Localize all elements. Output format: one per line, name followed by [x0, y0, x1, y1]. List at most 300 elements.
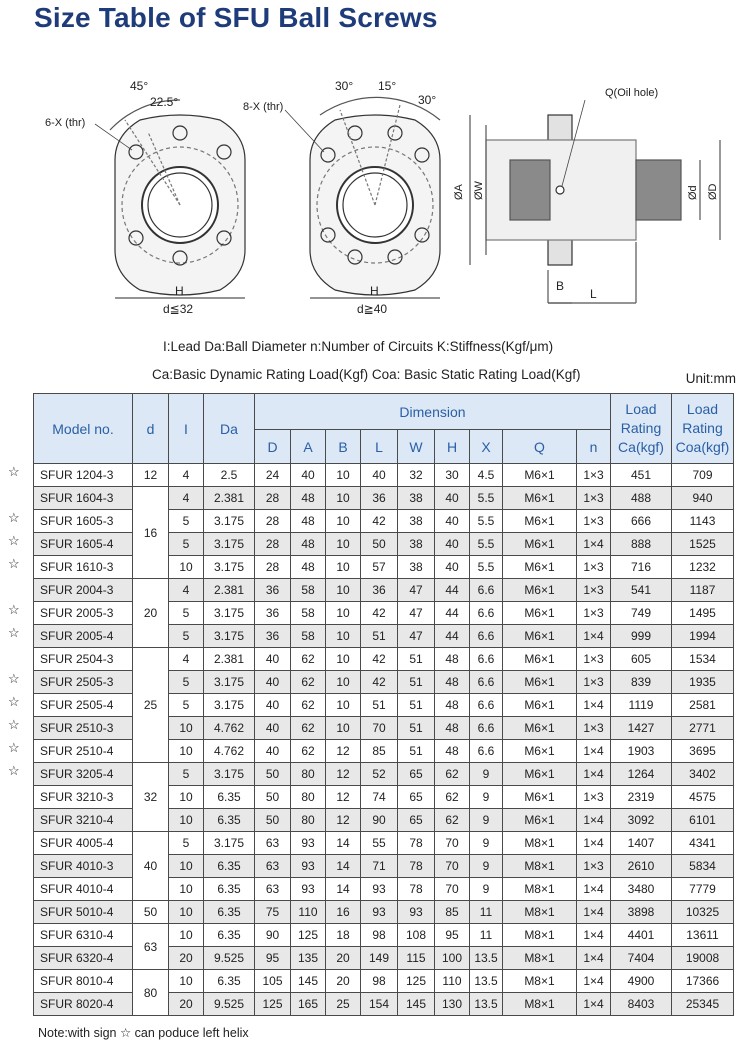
- cell-b: 12: [326, 740, 361, 763]
- cell-coa: 10325: [672, 901, 734, 924]
- cell-model: SFUR 4005-4: [34, 832, 133, 855]
- cell-da: 3.175: [204, 671, 255, 694]
- cell-q: M6×1: [503, 717, 577, 740]
- cell-l: 4: [169, 648, 204, 671]
- cell-d: 40: [133, 832, 169, 901]
- cell-model: SFUR 6320-4: [34, 947, 133, 970]
- cell-l: 5: [169, 510, 204, 533]
- cell-b: 20: [326, 970, 361, 993]
- cell-l: 93: [361, 901, 398, 924]
- left-helix-star-icon: ☆: [8, 740, 20, 755]
- header-dim-w: W: [398, 430, 435, 464]
- flange-drawing-8-hole: [310, 97, 440, 298]
- cell-w: 108: [398, 924, 435, 947]
- cell-b: 12: [326, 786, 361, 809]
- cell-b: 20: [326, 947, 361, 970]
- cell-ca: 541: [611, 579, 672, 602]
- cell-q: M8×1: [503, 947, 577, 970]
- cell-model: SFUR 4010-3: [34, 855, 133, 878]
- cell-b: 18: [326, 924, 361, 947]
- cell-da: 6.35: [204, 970, 255, 993]
- cell-n: 1×4: [577, 901, 611, 924]
- h-label-left: H: [175, 284, 184, 298]
- oil-hole-label: Q(Oil hole): [605, 87, 659, 99]
- cell-l: 5: [169, 671, 204, 694]
- left-helix-star-icon: ☆: [8, 602, 20, 617]
- cell-x: 13.5: [470, 970, 503, 993]
- table-row: [34, 901, 734, 924]
- cell-h: 110: [435, 970, 470, 993]
- cell-d: 28: [255, 487, 291, 510]
- table-row: [34, 832, 734, 855]
- cell-da: 2.381: [204, 648, 255, 671]
- cell-a: 93: [291, 878, 326, 901]
- cell-x: 6.6: [470, 602, 503, 625]
- cell-d: 28: [255, 510, 291, 533]
- cell-da: 3.175: [204, 625, 255, 648]
- l-label: L: [590, 287, 597, 301]
- cell-x: 11: [470, 924, 503, 947]
- cell-h: 48: [435, 740, 470, 763]
- cell-w: 65: [398, 786, 435, 809]
- cell-l: 10: [169, 809, 204, 832]
- cell-l: 10: [169, 740, 204, 763]
- cell-da: 4.762: [204, 740, 255, 763]
- cell-q: M6×1: [503, 533, 577, 556]
- cell-l: 52: [361, 763, 398, 786]
- cell-ca: 2610: [611, 855, 672, 878]
- cell-h: 40: [435, 533, 470, 556]
- cell-da: 2.381: [204, 487, 255, 510]
- cell-ca: 2319: [611, 786, 672, 809]
- cell-x: 5.5: [470, 487, 503, 510]
- cell-l: 51: [361, 694, 398, 717]
- cell-l: 5: [169, 832, 204, 855]
- cell-coa: 1495: [672, 602, 734, 625]
- cell-n: 1×4: [577, 924, 611, 947]
- cell-n: 1×4: [577, 533, 611, 556]
- header-dim-b: B: [326, 430, 361, 464]
- cell-coa: 1187: [672, 579, 734, 602]
- cell-ca: 4401: [611, 924, 672, 947]
- cell-d: 90: [255, 924, 291, 947]
- cell-d: 50: [133, 901, 169, 924]
- cell-n: 1×4: [577, 694, 611, 717]
- cell-h: 130: [435, 993, 470, 1016]
- cell-ca: 4900: [611, 970, 672, 993]
- cell-a: 62: [291, 694, 326, 717]
- cell-q: M8×1: [503, 855, 577, 878]
- cell-da: 9.525: [204, 947, 255, 970]
- side-view-drawing: [470, 100, 720, 303]
- cell-q: M8×1: [503, 901, 577, 924]
- cell-model: SFUR 2510-3: [34, 717, 133, 740]
- cell-d: 36: [255, 602, 291, 625]
- cell-h: 62: [435, 786, 470, 809]
- cell-l: 5: [169, 694, 204, 717]
- cell-l: 10: [169, 878, 204, 901]
- cell-q: M8×1: [503, 970, 577, 993]
- cell-a: 93: [291, 855, 326, 878]
- table-row: [34, 648, 734, 671]
- cell-da: 3.175: [204, 694, 255, 717]
- cell-n: 1×4: [577, 625, 611, 648]
- cell-n: 1×4: [577, 809, 611, 832]
- cell-l: 90: [361, 809, 398, 832]
- cell-ca: 451: [611, 464, 672, 487]
- cell-l: 5: [169, 533, 204, 556]
- cell-w: 51: [398, 740, 435, 763]
- cell-ca: 839: [611, 671, 672, 694]
- cell-h: 48: [435, 717, 470, 740]
- header-dim-a: A: [291, 430, 326, 464]
- cell-w: 38: [398, 556, 435, 579]
- cell-n: 1×3: [577, 464, 611, 487]
- holes-label-6x: 6-X (thr): [45, 117, 86, 129]
- header-ca: Load Rating Ca(kgf): [611, 394, 672, 464]
- cell-l: 36: [361, 579, 398, 602]
- cell-model: SFUR 6310-4: [34, 924, 133, 947]
- cell-x: 9: [470, 763, 503, 786]
- cell-w: 115: [398, 947, 435, 970]
- cell-l: 10: [169, 901, 204, 924]
- cell-model: SFUR 2510-4: [34, 740, 133, 763]
- cell-da: 6.35: [204, 786, 255, 809]
- cell-coa: 3402: [672, 763, 734, 786]
- cell-a: 58: [291, 602, 326, 625]
- cell-d: 36: [255, 579, 291, 602]
- cell-d: 40: [255, 740, 291, 763]
- table-row: [34, 924, 734, 947]
- cell-h: 62: [435, 763, 470, 786]
- cell-l: 4: [169, 464, 204, 487]
- cell-coa: 1525: [672, 533, 734, 556]
- left-helix-star-icon: ☆: [8, 671, 20, 686]
- table-row: [34, 487, 734, 510]
- cell-b: 10: [326, 694, 361, 717]
- cell-w: 51: [398, 671, 435, 694]
- cell-coa: 1994: [672, 625, 734, 648]
- cell-a: 135: [291, 947, 326, 970]
- cell-l: 40: [361, 464, 398, 487]
- header-d: d: [133, 394, 169, 464]
- cell-ca: 8403: [611, 993, 672, 1016]
- left-helix-star-icon: ☆: [8, 717, 20, 732]
- cell-l: 10: [169, 786, 204, 809]
- cell-h: 44: [435, 602, 470, 625]
- cell-b: 10: [326, 671, 361, 694]
- cell-a: 110: [291, 901, 326, 924]
- cell-x: 9: [470, 786, 503, 809]
- cell-h: 48: [435, 648, 470, 671]
- table-row: [34, 464, 734, 487]
- cell-n: 1×3: [577, 556, 611, 579]
- legend-line-2: Ca:Basic Dynamic Rating Load(Kgf) Coa: Basic Static Rating Load(Kgf): [152, 367, 581, 382]
- cell-a: 48: [291, 533, 326, 556]
- cell-q: M6×1: [503, 487, 577, 510]
- cell-model: SFUR 1605-4: [34, 533, 133, 556]
- diameter-w-label: ØW: [473, 181, 485, 200]
- cell-model: SFUR 5010-4: [34, 901, 133, 924]
- cell-n: 1×3: [577, 786, 611, 809]
- cell-q: M6×1: [503, 556, 577, 579]
- cell-d: 40: [255, 717, 291, 740]
- cell-x: 9: [470, 809, 503, 832]
- cell-coa: 25345: [672, 993, 734, 1016]
- header-model: Model no.: [34, 394, 133, 464]
- cell-x: 6.6: [470, 625, 503, 648]
- cell-x: 6.6: [470, 579, 503, 602]
- cell-q: M8×1: [503, 878, 577, 901]
- cell-da: 6.35: [204, 809, 255, 832]
- cell-l: 10: [169, 924, 204, 947]
- left-helix-star-icon: ☆: [8, 556, 20, 571]
- cell-h: 85: [435, 901, 470, 924]
- h-label-middle: H: [370, 284, 379, 298]
- cell-coa: 2581: [672, 694, 734, 717]
- cell-model: SFUR 4010-4: [34, 878, 133, 901]
- cell-q: M6×1: [503, 510, 577, 533]
- cell-model: SFUR 3210-4: [34, 809, 133, 832]
- cell-da: 3.175: [204, 556, 255, 579]
- cell-a: 80: [291, 763, 326, 786]
- cell-da: 3.175: [204, 832, 255, 855]
- cell-d: 105: [255, 970, 291, 993]
- cell-q: M6×1: [503, 671, 577, 694]
- cell-model: SFUR 1605-3: [34, 510, 133, 533]
- cell-h: 44: [435, 625, 470, 648]
- cell-model: SFUR 2505-3: [34, 671, 133, 694]
- cell-n: 1×3: [577, 855, 611, 878]
- cell-ca: 1264: [611, 763, 672, 786]
- cell-da: 9.525: [204, 993, 255, 1016]
- cell-d: 40: [255, 671, 291, 694]
- cell-x: 9: [470, 855, 503, 878]
- cell-coa: 1232: [672, 556, 734, 579]
- cell-h: 40: [435, 556, 470, 579]
- cell-w: 32: [398, 464, 435, 487]
- cell-d: 24: [255, 464, 291, 487]
- left-helix-star-icon: ☆: [8, 625, 20, 640]
- cell-w: 47: [398, 579, 435, 602]
- cell-h: 44: [435, 579, 470, 602]
- cell-b: 10: [326, 648, 361, 671]
- cell-l: 20: [169, 947, 204, 970]
- cell-l: 5: [169, 625, 204, 648]
- cell-l: 10: [169, 970, 204, 993]
- cell-b: 16: [326, 901, 361, 924]
- cell-x: 5.5: [470, 510, 503, 533]
- cell-model: SFUR 2505-4: [34, 694, 133, 717]
- cell-coa: 4575: [672, 786, 734, 809]
- cell-w: 38: [398, 533, 435, 556]
- cell-d: 16: [133, 487, 169, 579]
- cell-b: 12: [326, 809, 361, 832]
- cell-ca: 888: [611, 533, 672, 556]
- cell-a: 58: [291, 625, 326, 648]
- cell-ca: 7404: [611, 947, 672, 970]
- cell-w: 65: [398, 763, 435, 786]
- cell-model: SFUR 2005-4: [34, 625, 133, 648]
- cell-x: 6.6: [470, 717, 503, 740]
- cell-n: 1×3: [577, 510, 611, 533]
- condition-label-left: d≦32: [163, 302, 194, 316]
- cell-model: SFUR 1204-3: [34, 464, 133, 487]
- header-coa: Load Rating Coa(kgf): [672, 394, 734, 464]
- cell-l: 42: [361, 671, 398, 694]
- cell-a: 93: [291, 832, 326, 855]
- cell-b: 10: [326, 625, 361, 648]
- cell-a: 62: [291, 740, 326, 763]
- cell-q: M6×1: [503, 464, 577, 487]
- cell-x: 5.5: [470, 533, 503, 556]
- cell-l: 5: [169, 763, 204, 786]
- cell-q: M6×1: [503, 740, 577, 763]
- cell-l: 4: [169, 487, 204, 510]
- cell-da: 4.762: [204, 717, 255, 740]
- cell-q: M8×1: [503, 993, 577, 1016]
- cell-da: 3.175: [204, 533, 255, 556]
- angle-label-45: 45°: [130, 79, 149, 93]
- cell-n: 1×4: [577, 740, 611, 763]
- cell-coa: 940: [672, 487, 734, 510]
- cell-ca: 1407: [611, 832, 672, 855]
- cell-l: 55: [361, 832, 398, 855]
- cell-model: SFUR 2005-3: [34, 602, 133, 625]
- cell-da: 3.175: [204, 602, 255, 625]
- cell-b: 10: [326, 602, 361, 625]
- cell-b: 25: [326, 993, 361, 1016]
- cell-b: 14: [326, 832, 361, 855]
- cell-da: 2.381: [204, 579, 255, 602]
- cell-l: 42: [361, 602, 398, 625]
- cell-w: 47: [398, 625, 435, 648]
- cell-a: 58: [291, 579, 326, 602]
- cell-x: 5.5: [470, 556, 503, 579]
- cell-d: 125: [255, 993, 291, 1016]
- diameter-big-d-label: ØD: [707, 183, 719, 200]
- cell-h: 70: [435, 832, 470, 855]
- cell-a: 125: [291, 924, 326, 947]
- header-dim-l: L: [361, 430, 398, 464]
- cell-l: 4: [169, 579, 204, 602]
- cell-x: 6.6: [470, 648, 503, 671]
- cell-h: 100: [435, 947, 470, 970]
- cell-w: 47: [398, 602, 435, 625]
- cell-ca: 666: [611, 510, 672, 533]
- angle-label-15: 15°: [378, 79, 397, 93]
- cell-b: 12: [326, 763, 361, 786]
- cell-w: 78: [398, 878, 435, 901]
- header-dim-d: D: [255, 430, 291, 464]
- header-lead: I: [169, 394, 204, 464]
- b-label: B: [556, 279, 565, 293]
- cell-da: 6.35: [204, 901, 255, 924]
- cell-l: 42: [361, 648, 398, 671]
- header-da: Da: [204, 394, 255, 464]
- cell-w: 78: [398, 832, 435, 855]
- cell-coa: 6101: [672, 809, 734, 832]
- cell-h: 48: [435, 694, 470, 717]
- cell-l: 70: [361, 717, 398, 740]
- cell-q: M6×1: [503, 625, 577, 648]
- cell-da: 6.35: [204, 924, 255, 947]
- cell-q: M8×1: [503, 924, 577, 947]
- cell-l: 50: [361, 533, 398, 556]
- flange-drawing-6-hole: [110, 100, 245, 298]
- cell-b: 10: [326, 717, 361, 740]
- left-helix-star-icon: ☆: [8, 763, 20, 778]
- cell-coa: 2771: [672, 717, 734, 740]
- cell-l: 5: [169, 602, 204, 625]
- cell-d: 40: [255, 694, 291, 717]
- cell-l: 36: [361, 487, 398, 510]
- diameter-d-label: Ød: [687, 185, 699, 200]
- cell-w: 78: [398, 855, 435, 878]
- cell-h: 40: [435, 487, 470, 510]
- cell-n: 1×4: [577, 832, 611, 855]
- cell-a: 48: [291, 556, 326, 579]
- cell-b: 10: [326, 487, 361, 510]
- cell-ca: 3480: [611, 878, 672, 901]
- cell-coa: 4341: [672, 832, 734, 855]
- cell-model: SFUR 1610-3: [34, 556, 133, 579]
- cell-b: 10: [326, 464, 361, 487]
- cell-da: 3.175: [204, 510, 255, 533]
- cell-q: M6×1: [503, 602, 577, 625]
- holes-label-8x: 8-X (thr): [243, 101, 284, 113]
- cell-da: 3.175: [204, 763, 255, 786]
- cell-ca: 1427: [611, 717, 672, 740]
- cell-l: 93: [361, 878, 398, 901]
- unit-label: Unit:mm: [685, 371, 736, 386]
- cell-ca: 1903: [611, 740, 672, 763]
- cell-b: 10: [326, 533, 361, 556]
- cell-l: 85: [361, 740, 398, 763]
- cell-x: 4.5: [470, 464, 503, 487]
- cell-q: M6×1: [503, 763, 577, 786]
- cell-a: 80: [291, 809, 326, 832]
- table-row: [34, 970, 734, 993]
- cell-n: 1×4: [577, 878, 611, 901]
- cell-n: 1×3: [577, 602, 611, 625]
- cell-a: 145: [291, 970, 326, 993]
- cell-w: 51: [398, 648, 435, 671]
- cell-w: 65: [398, 809, 435, 832]
- cell-l: 10: [169, 855, 204, 878]
- cell-n: 1×3: [577, 717, 611, 740]
- cell-h: 70: [435, 878, 470, 901]
- cell-coa: 19008: [672, 947, 734, 970]
- cell-ca: 999: [611, 625, 672, 648]
- cell-l: 154: [361, 993, 398, 1016]
- cell-x: 6.6: [470, 694, 503, 717]
- cell-q: M8×1: [503, 832, 577, 855]
- cell-l: 51: [361, 625, 398, 648]
- cell-ca: 605: [611, 648, 672, 671]
- cell-n: 1×3: [577, 648, 611, 671]
- cell-n: 1×3: [577, 579, 611, 602]
- cell-l: 149: [361, 947, 398, 970]
- cell-l: 10: [169, 717, 204, 740]
- cell-da: 6.35: [204, 878, 255, 901]
- cell-d: 80: [133, 970, 169, 1016]
- cell-w: 125: [398, 970, 435, 993]
- cell-d: 20: [133, 579, 169, 648]
- cell-h: 48: [435, 671, 470, 694]
- cell-coa: 1534: [672, 648, 734, 671]
- cell-x: 11: [470, 901, 503, 924]
